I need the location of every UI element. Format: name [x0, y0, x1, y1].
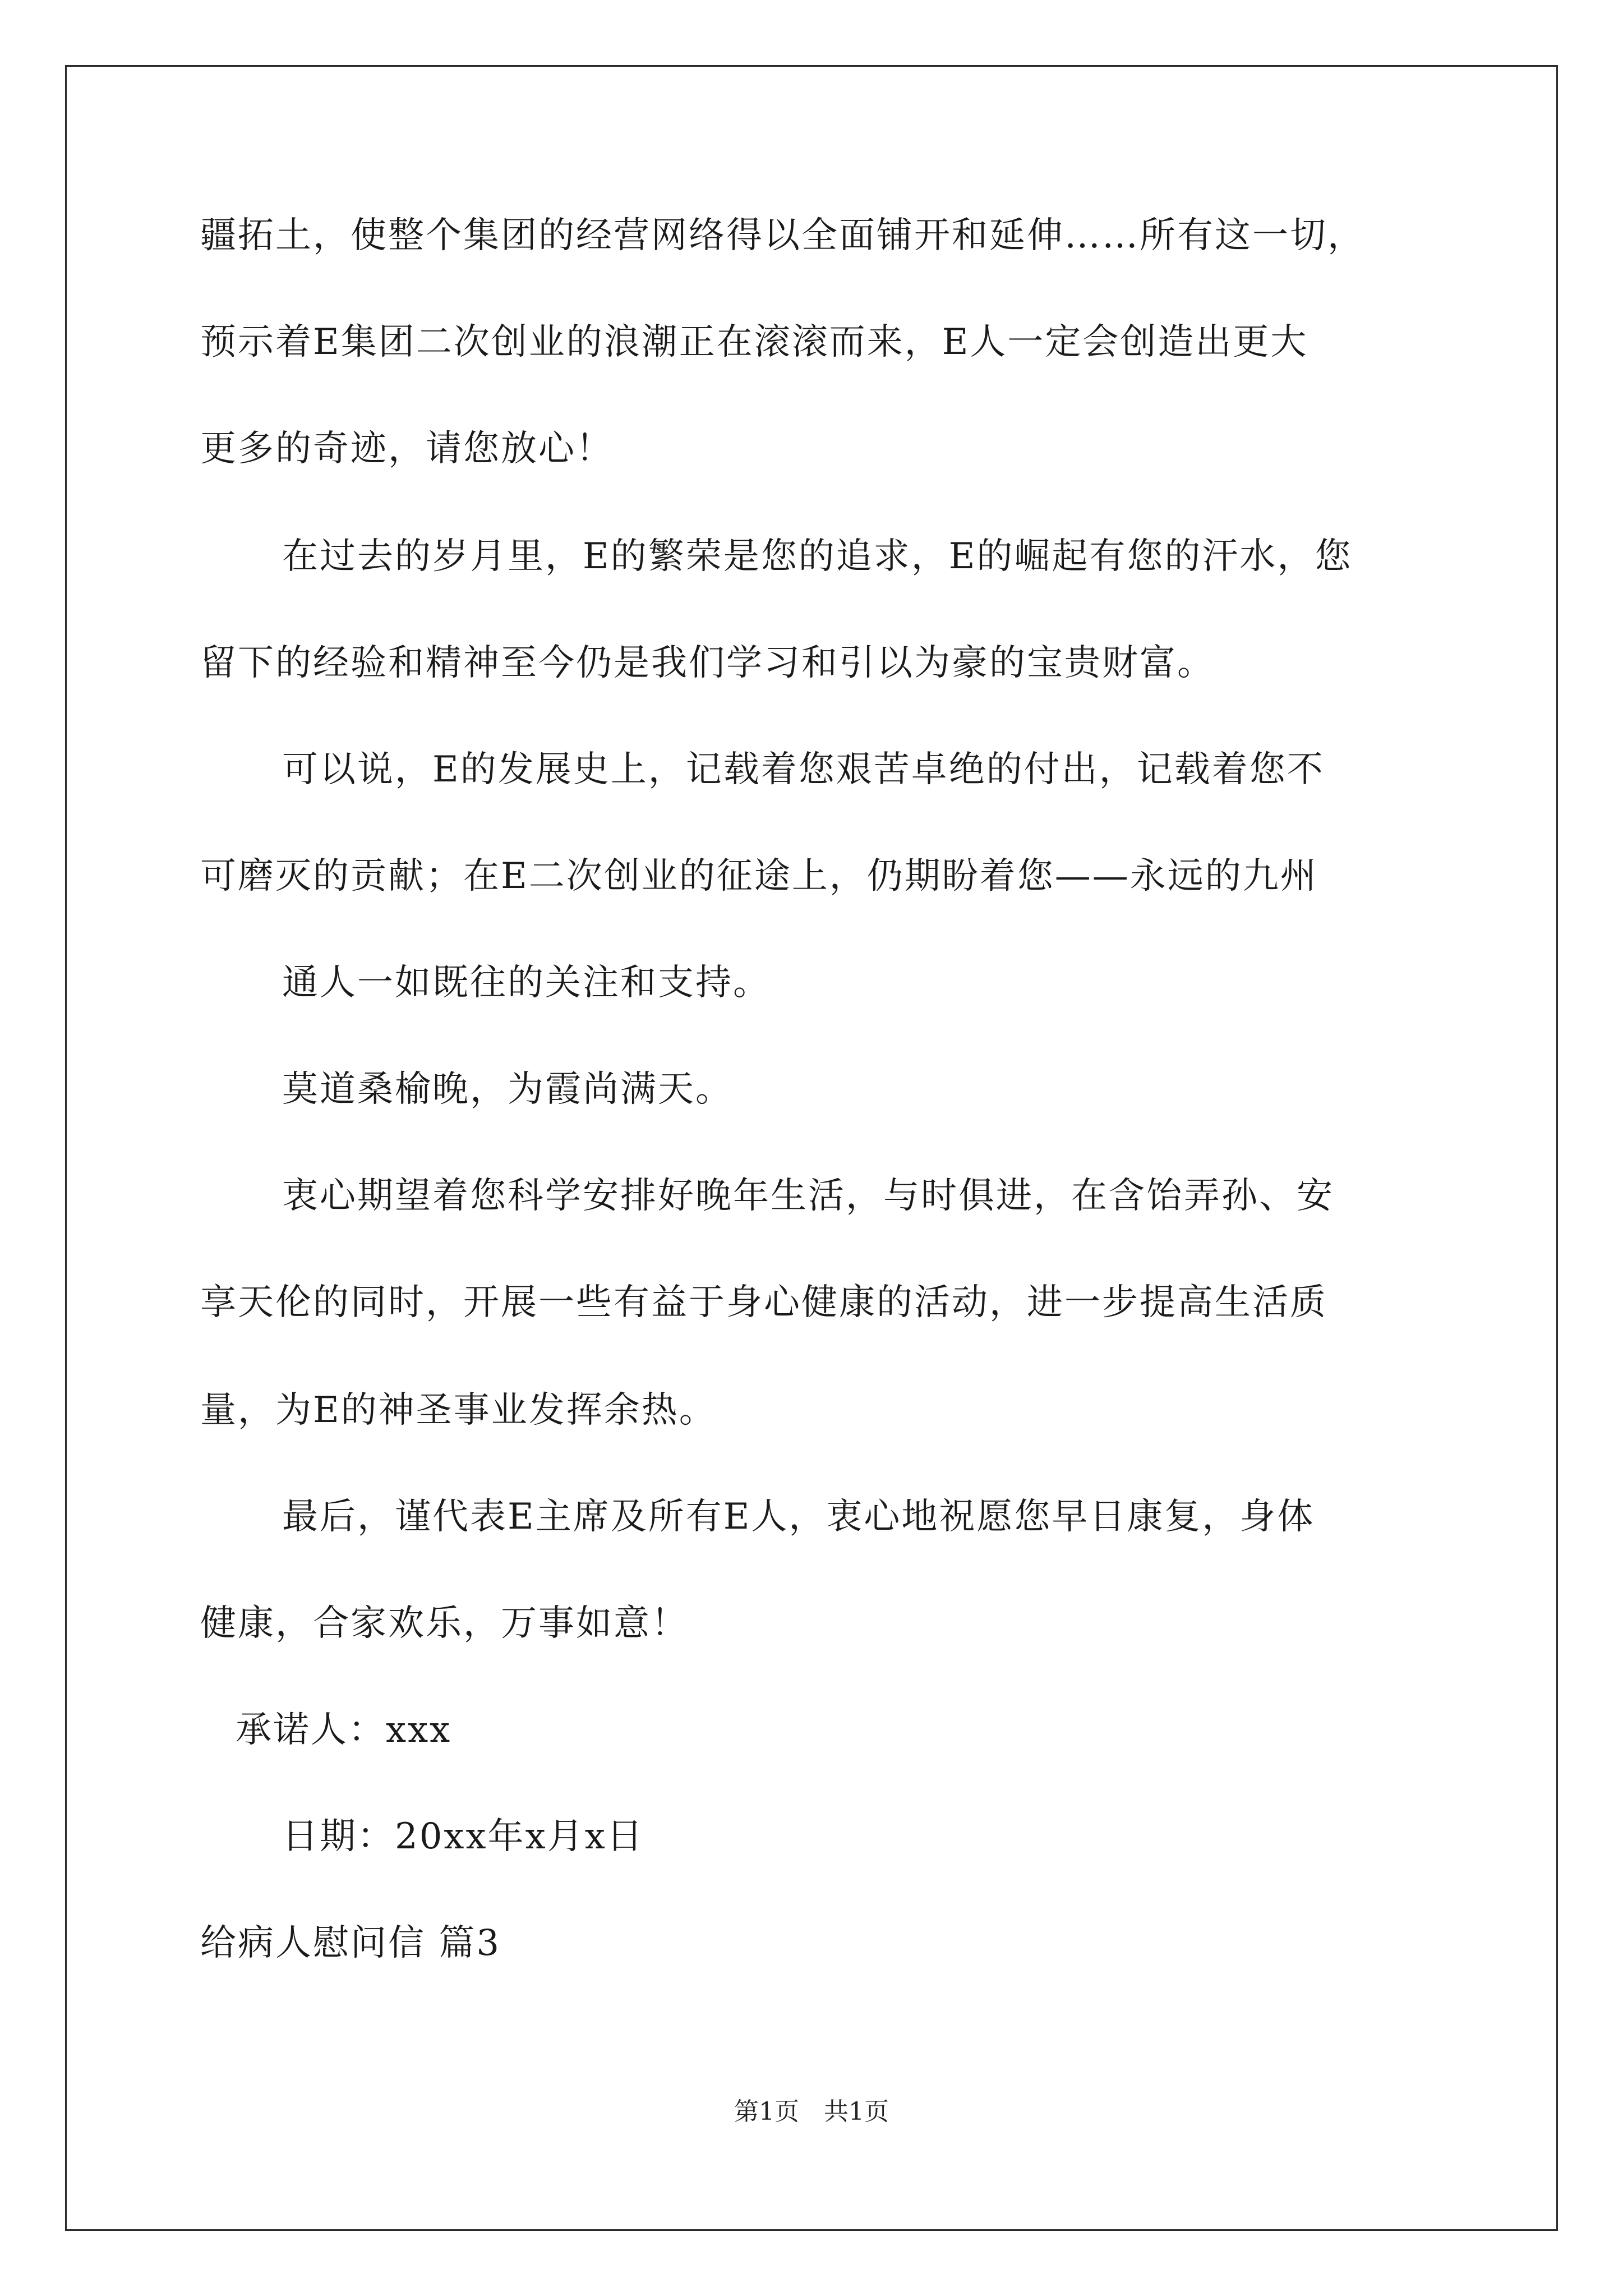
body-line-13: 最后，谨代表E主席及所有E人，衷心地祝愿您早日康复，身体 [282, 1496, 1315, 1538]
body-line-7: 可磨灭的贡献；在E二次创业的征途上，仍期盼着您——永远的九州 [200, 855, 1318, 897]
body-line-1: 疆拓土，使整个集团的经营网络得以全面铺开和延伸……所有这一切， [200, 215, 1365, 256]
body-line-8: 通人一如既往的关注和支持。 [282, 962, 771, 1004]
signer-line: 承诺人：xxx [236, 1709, 452, 1751]
body-line-4: 在过去的岁月里，E的繁荣是您的追求，E的崛起有您的汗水，您 [282, 536, 1353, 577]
body-line-2: 预示着E集团二次创业的浪潮正在滚滚而来，E人一定会创造出更大 [200, 321, 1308, 363]
body-line-9: 莫道桑榆晚，为霞尚满天。 [282, 1069, 733, 1110]
body-line-3: 更多的奇迹，请您放心！ [200, 428, 614, 470]
body-line-5: 留下的经验和精神至今仍是我们学习和引以为豪的宝贵财富。 [200, 642, 1215, 684]
body-line-11: 享天伦的同时，开展一些有益于身心健康的活动，进一步提高生活质 [200, 1282, 1327, 1323]
body-line-10: 衷心期望着您科学安排好晚年生活，与时俱进，在含饴弄孙、安 [282, 1175, 1334, 1217]
body-line-12: 量，为E的神圣事业发挥余热。 [200, 1389, 717, 1431]
page-number: 第1页 共1页 [734, 2097, 889, 2126]
body-line-6: 可以说，E的发展史上，记载着您艰苦卓绝的付出，记载着您不 [282, 749, 1325, 790]
date-line: 日期：20xx年x月x日 [282, 1816, 644, 1857]
section-heading: 给病人慰问信 篇3 [200, 1922, 501, 1964]
page-frame [65, 65, 1558, 2231]
body-line-14: 健康，合家欢乐，万事如意！ [200, 1603, 689, 1644]
